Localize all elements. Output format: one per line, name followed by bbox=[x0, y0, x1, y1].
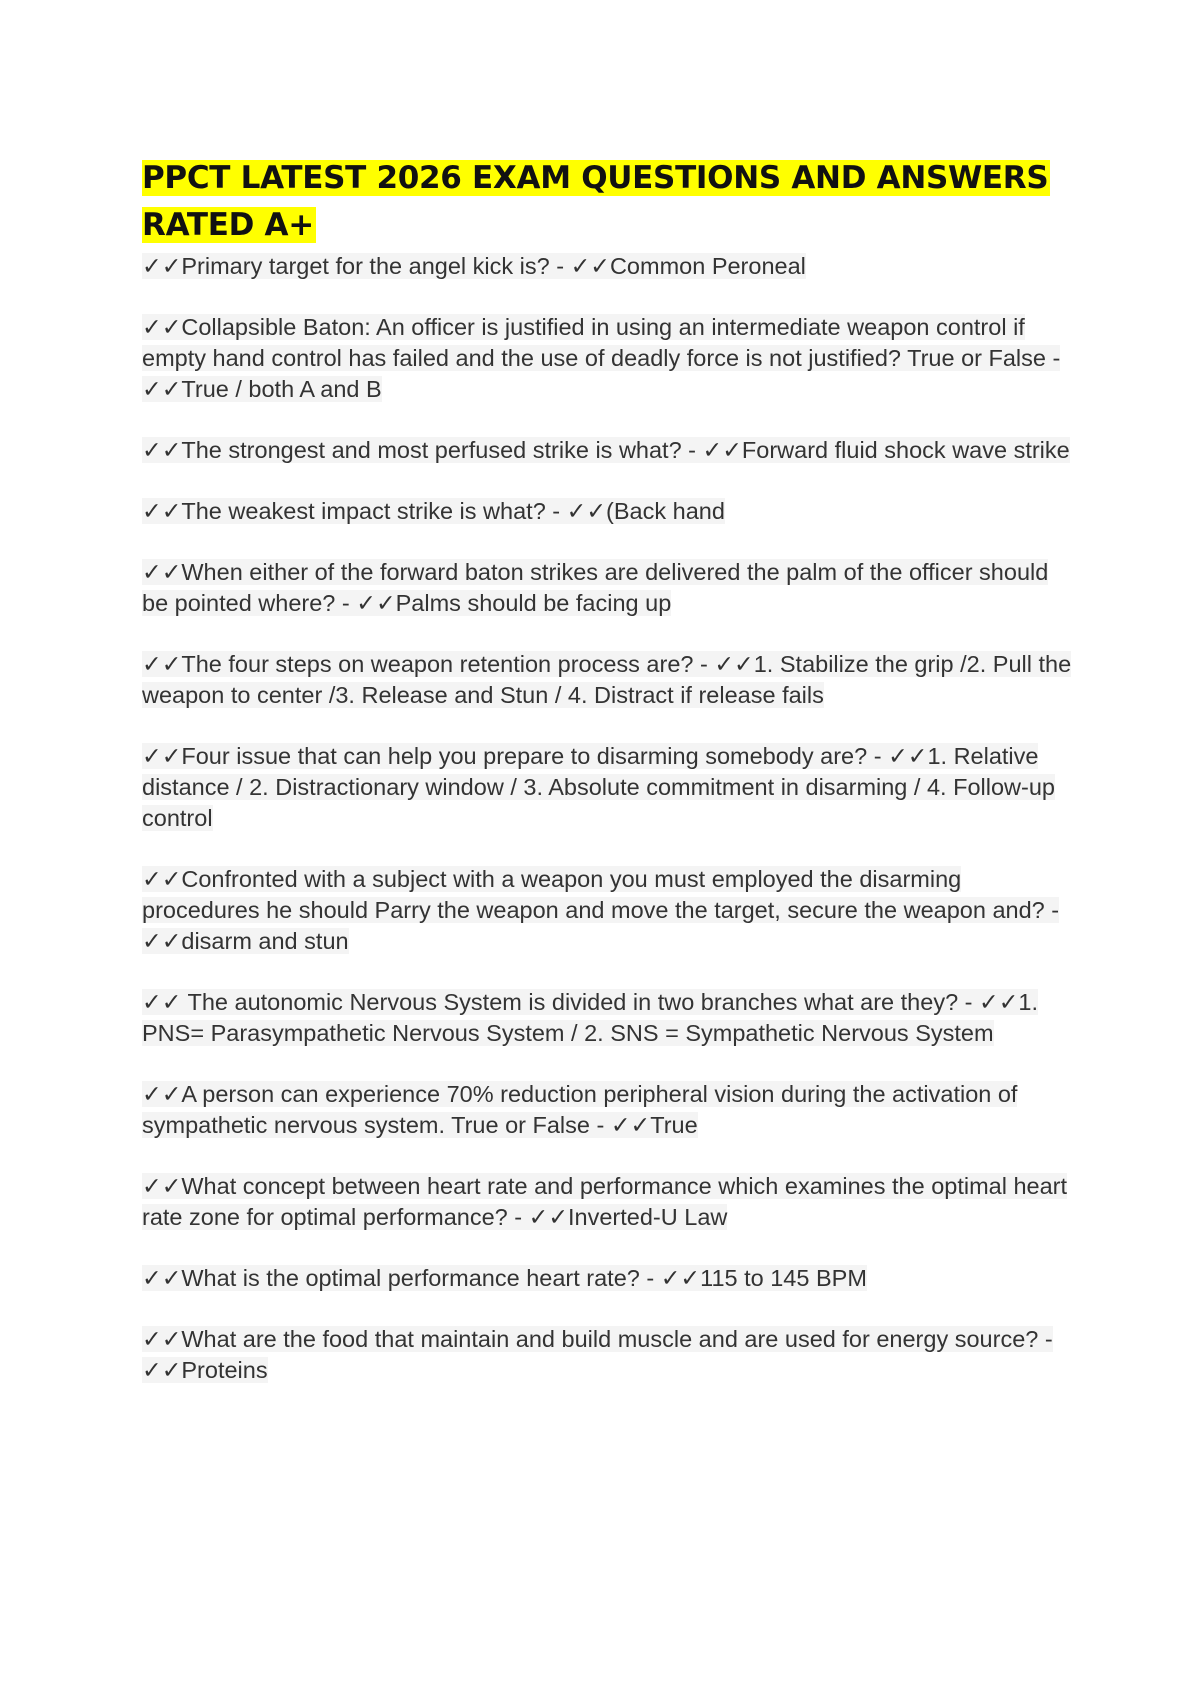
qa-item-11 bbox=[142, 1171, 1072, 1233]
qa-item-10 bbox=[142, 1079, 1072, 1141]
qa-item-7-text: ✓✓Four issue that can help you prepare to disarming somebody are? - ✓✓1. Relative distance / 2. Distractionary window / 3. Absolute commitment in disarming / 4. Follow-up control bbox=[142, 743, 1055, 831]
qa-item-5-text: ✓✓When either of the forward baton strikes are delivered the palm of the officer should be pointed where? - ✓✓Palms should be facing up bbox=[142, 559, 1049, 616]
qa-item-3 bbox=[142, 435, 1072, 466]
qa-item-13-text: ✓✓What are the food that maintain and build muscle and are used for energy source? - ✓✓Proteins bbox=[142, 1326, 1053, 1383]
qa-item-12 bbox=[142, 1263, 1072, 1294]
document-title bbox=[142, 155, 1072, 249]
qa-item-11-text: ✓✓What concept between heart rate and performance which examines the optimal heart rate zone for optimal performance? - ✓✓Inverted-U Law bbox=[142, 1173, 1068, 1230]
qa-item-9 bbox=[142, 987, 1072, 1049]
qa-item-2 bbox=[142, 312, 1072, 405]
qa-item-10-text: ✓✓A person can experience 70% reduction peripheral vision during the activation of sympathetic nervous system. True or False - ✓✓True bbox=[142, 1081, 1018, 1138]
qa-item-9-text: ✓✓ The autonomic Nervous System is divided in two branches what are they? - ✓✓1. PNS= Parasympathetic Nervous System / 2. SNS = Sympathetic Nervous System bbox=[142, 989, 1039, 1046]
qa-item-8-text: ✓✓Confronted with a subject with a weapon you must employed the disarming procedures he should Parry the weapon and move the target, secure the weapon and? - ✓✓disarm and stun bbox=[142, 866, 1060, 954]
qa-item-7 bbox=[142, 741, 1072, 834]
qa-item-5 bbox=[142, 557, 1072, 619]
document-page bbox=[142, 155, 1072, 1416]
qa-item-3-text: ✓✓The strongest and most perfused strike is what? - ✓✓Forward fluid shock wave strike bbox=[142, 437, 1070, 463]
qa-item-4-text: ✓✓The weakest impact strike is what? - ✓✓(Back hand bbox=[142, 498, 725, 524]
qa-item-4 bbox=[142, 496, 1072, 527]
qa-item-13 bbox=[142, 1324, 1072, 1386]
qa-item-12-text: ✓✓What is the optimal performance heart rate? - ✓✓115 to 145 BPM bbox=[142, 1265, 867, 1291]
qa-item-1 bbox=[142, 251, 1072, 282]
qa-item-6 bbox=[142, 649, 1072, 711]
qa-item-8 bbox=[142, 864, 1072, 957]
qa-item-1-text: ✓✓Primary target for the angel kick is? - ✓✓Common Peroneal bbox=[142, 253, 806, 279]
qa-item-6-text: ✓✓The four steps on weapon retention process are? - ✓✓1. Stabilize the grip /2. Pull the weapon to center /3. Release and Stun / 4. Distract if release fails bbox=[142, 651, 1072, 708]
qa-item-2-text: ✓✓Collapsible Baton: An officer is justified in using an intermediate weapon control if empty hand control has failed and the use of deadly force is not justified? True or False - ✓✓True / both A and B bbox=[142, 314, 1061, 402]
document-title-text: PPCT LATEST 2026 EXAM QUESTIONS AND ANSWERS RATED A+ bbox=[142, 160, 1049, 243]
